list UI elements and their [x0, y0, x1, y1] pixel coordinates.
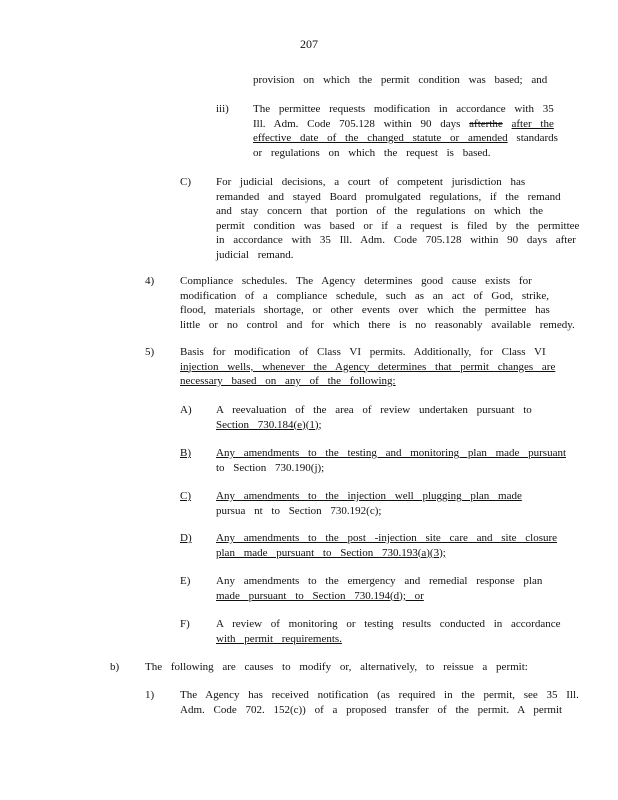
- text-line: flood, materials shortage, or other events over which the permittee has: [180, 304, 550, 316]
- inserted-text: after the: [511, 117, 554, 130]
- text-line: permit condition was based or if a request is filed by the permittee: [216, 219, 580, 232]
- text-line: Adm. Code 702. 152(c)) of a proposed transfer of the permit. A permit: [180, 703, 563, 716]
- inserted-text-line: made pursuant to Section 730.194(d); or: [216, 589, 424, 602]
- stricken-text: afterthe: [469, 117, 503, 130]
- paragraph-causes-to-modify: [145, 660, 528, 675]
- inserted-text-line: plan made pursuant to Section 730.193(a)(3);: [216, 546, 446, 559]
- inserted-text-line: Section 730.184(e)(1);: [216, 418, 322, 431]
- inserted-text-line: Any amendments to the testing and monitoring plan made pursuant: [216, 447, 567, 459]
- item-label-C2: C): [180, 490, 191, 502]
- section-label-b: b): [110, 661, 120, 673]
- text-line: Any amendments to the emergency and remedial response plan: [216, 575, 543, 587]
- paragraph-compliance-schedules: [180, 274, 575, 332]
- text-line: provision on which the permit condition was based; and: [253, 74, 548, 86]
- paragraph-emergency-response: [216, 574, 542, 603]
- text-line: or regulations on which the request is based.: [253, 146, 491, 159]
- text-line: Compliance schedules. The Agency determines good cause exists for: [180, 275, 532, 287]
- paragraph-reevaluation: [216, 403, 532, 432]
- text-line: The permittee requests modification in accordance with 35: [253, 103, 554, 115]
- paragraph-iii: [253, 102, 558, 160]
- text-line: remanded and stayed Board promulgated regulations, if the remand: [216, 190, 561, 203]
- text-line: modification of a compliance schedule, such as an act of God, strike,: [180, 289, 550, 302]
- text-line: Basis for modification of Class VI permits. Additionally, for Class VI: [180, 346, 546, 358]
- text-line: A reevaluation of the area of review undertaken pursuant to: [216, 404, 532, 416]
- text-line: The Agency has received notification (as required in the permit, see 35 Ill.: [180, 689, 579, 701]
- text-segment: standards: [507, 132, 558, 144]
- item-label-C: C): [180, 176, 191, 188]
- item-label-B: B): [180, 447, 191, 459]
- text-line: in accordance with 35 Ill. Adm. Code 705.128 within 90 days after: [216, 234, 576, 246]
- paragraph-a3-continuation: [253, 73, 547, 88]
- text-line: pursua nt to Section 730.192(c);: [216, 504, 382, 517]
- text-line: judicial remand.: [216, 248, 294, 261]
- paragraph-judicial-decisions: [216, 175, 579, 262]
- paragraph-site-closure: [216, 531, 557, 560]
- text-line: to Section 730.190(j);: [216, 461, 325, 474]
- paragraph-monitoring-review: [216, 617, 561, 646]
- page-number: 207: [300, 37, 318, 51]
- inserted-text-line: injection wells, whenever the Agency determines that permit changes are: [180, 360, 556, 373]
- text-line: [253, 117, 558, 132]
- paragraph-transfer-notification: [180, 688, 579, 717]
- item-label-A: A): [180, 404, 192, 416]
- item-label-5: 5): [145, 346, 155, 358]
- inserted-text-line: with permit requirements.: [216, 632, 342, 645]
- item-label-b1: 1): [145, 689, 155, 701]
- inserted-text-line: necessary based on any of the following:: [180, 375, 396, 387]
- item-label-D: D): [180, 532, 192, 544]
- item-label-F: F): [180, 618, 190, 630]
- text-segment: Ill. Adm. Code 705.128 within 90 days: [253, 117, 470, 130]
- text-line: A review of monitoring or testing results conducted in accordance: [216, 618, 561, 630]
- item-label-E: E): [180, 575, 191, 587]
- inserted-text-line: Any amendments to the injection well plugging plan made: [216, 490, 522, 502]
- inserted-text-line: Any amendments to the post -injection site care and site closure: [216, 532, 558, 544]
- paragraph-testing-monitoring: [216, 446, 566, 475]
- text-line: For judicial decisions, a court of competent jurisdiction has: [216, 176, 526, 188]
- text-line: [253, 131, 558, 146]
- item-label-iii: iii): [216, 103, 229, 115]
- text-line: and stay concern that portion of the regulations on which the: [216, 205, 543, 217]
- text-line: The following are causes to modify or, alternatively, to reissue a permit:: [145, 661, 528, 673]
- text-line: little or no control and for which there is no reasonably available remedy.: [180, 318, 575, 331]
- item-label-4: 4): [145, 275, 155, 287]
- paragraph-class-vi: [180, 345, 555, 389]
- inserted-text: effective date of the changed statute or amended: [253, 132, 508, 144]
- paragraph-plugging-plan: [216, 489, 522, 518]
